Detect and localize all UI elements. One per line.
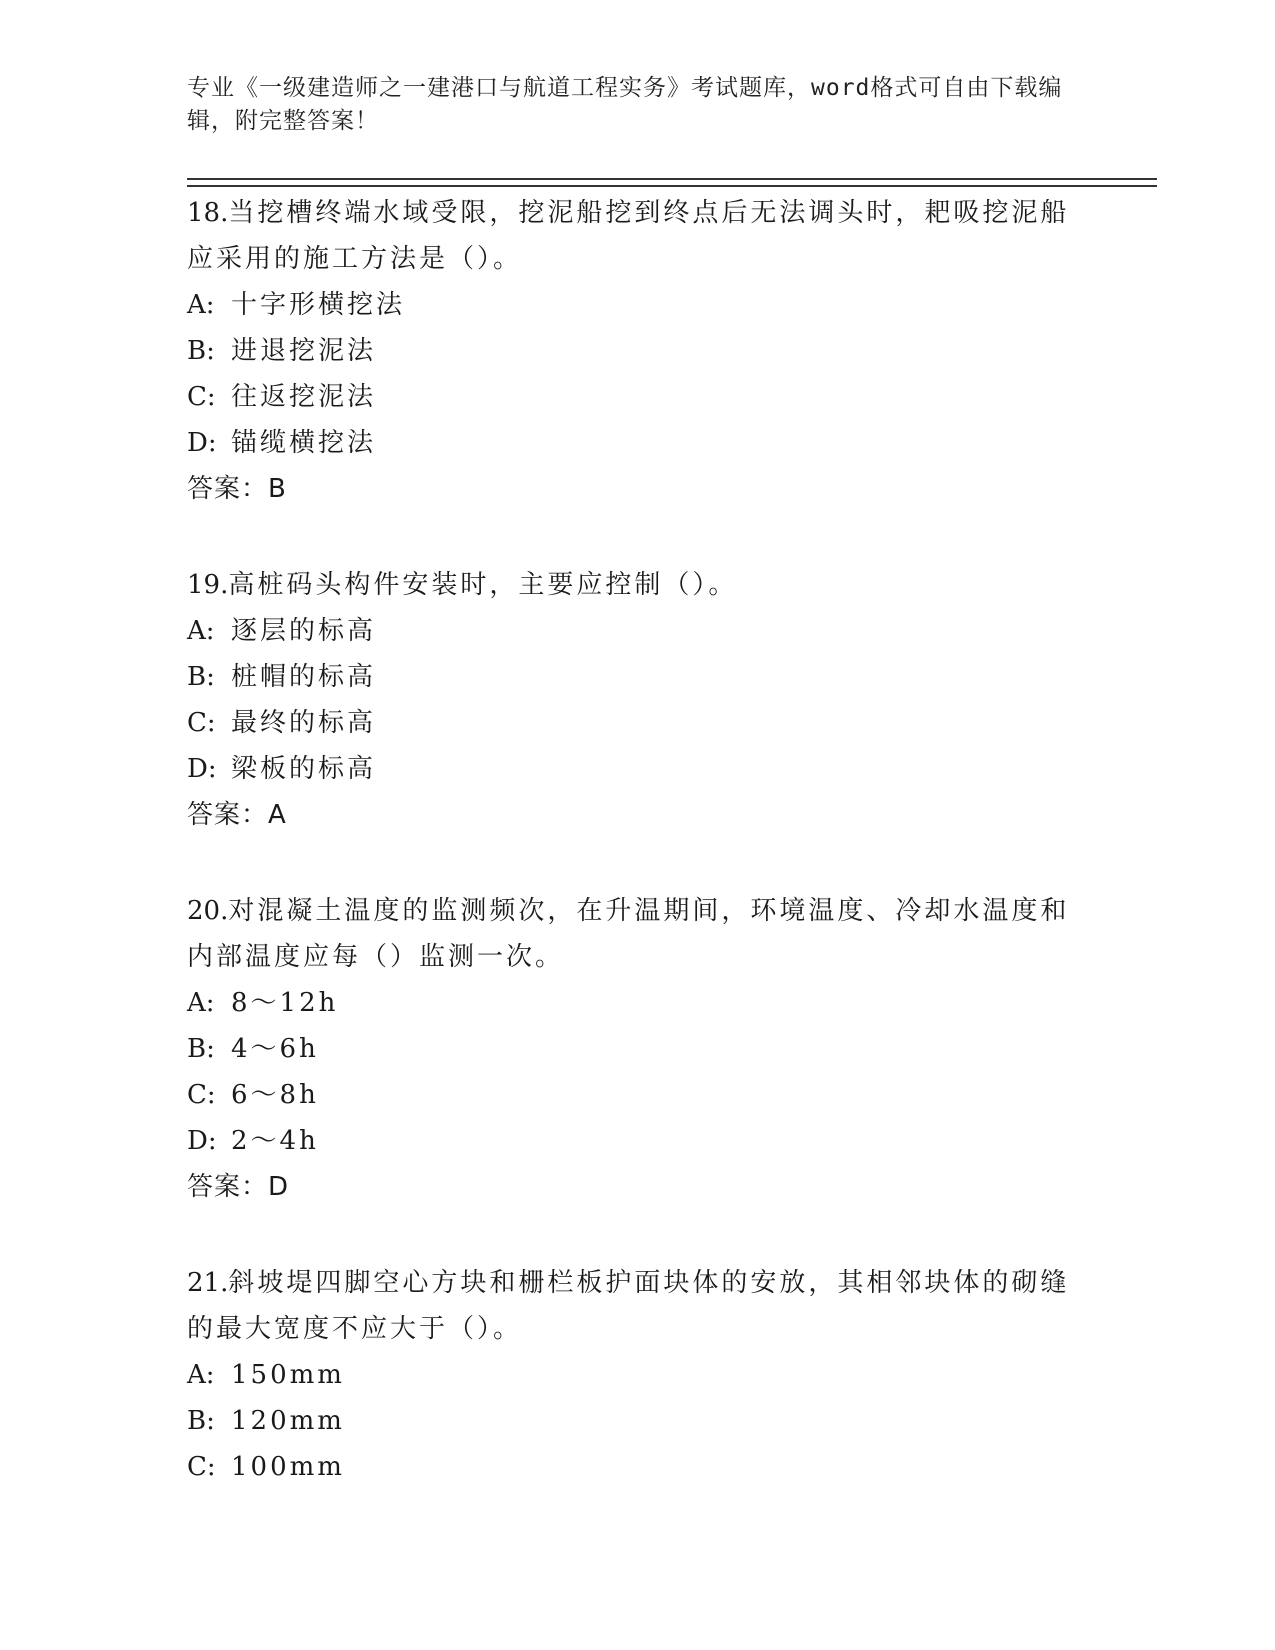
option-key: B: <box>187 1034 215 1064</box>
option-c <box>187 700 1087 746</box>
option-text: 桩帽的标高 <box>231 662 377 692</box>
option-text: 6～8h <box>231 1080 319 1110</box>
option-b <box>187 1026 1087 1072</box>
question-stem <box>187 190 1087 282</box>
option-text: 100mm <box>231 1452 345 1482</box>
header-divider-top <box>187 178 1157 180</box>
option-key: B: <box>187 662 215 692</box>
question-21 <box>187 1260 1087 1490</box>
option-d <box>187 746 1087 792</box>
question-19 <box>187 562 1087 838</box>
option-a <box>187 608 1087 654</box>
question-list <box>187 190 1087 1540</box>
option-text: 8～12h <box>231 988 339 1018</box>
question-number: 19. <box>187 570 229 600</box>
option-key: D: <box>187 428 217 458</box>
option-d <box>187 420 1087 466</box>
option-c <box>187 374 1087 420</box>
document-header: 专业《一级建造师之一建港口与航道工程实务》考试题库，word格式可自由下载编辑，附完整答案！ <box>187 75 1063 134</box>
option-key: D: <box>187 754 217 784</box>
option-b <box>187 328 1087 374</box>
question-text: 高桩码头构件安装时，主要应控制（）。 <box>228 570 738 600</box>
option-key: C: <box>187 382 216 412</box>
option-text: 逐层的标高 <box>231 616 377 646</box>
question-number: 21. <box>187 1268 229 1298</box>
option-key: A: <box>187 988 215 1018</box>
question-text: 对混凝土温度的监测频次，在升温期间，环境温度、冷却水温度和内部温度应每（）监测一次。 <box>187 896 1070 972</box>
option-text: 十字形横挖法 <box>231 290 406 320</box>
option-text: 4～6h <box>231 1034 319 1064</box>
option-text: 120mm <box>231 1406 345 1436</box>
option-d <box>187 1118 1087 1164</box>
answer-line: 答案：B <box>187 474 287 504</box>
option-key: B: <box>187 1406 215 1436</box>
option-text: 进退挖泥法 <box>231 336 377 366</box>
question-18 <box>187 190 1087 512</box>
option-key: B: <box>187 336 215 366</box>
question-text: 当挖槽终端水域受限，挖泥船挖到终点后无法调头时，耙吸挖泥船应采用的施工方法是（）。 <box>187 198 1070 274</box>
option-key: C: <box>187 1080 216 1110</box>
question-stem <box>187 1260 1087 1352</box>
option-text: 最终的标高 <box>231 708 377 738</box>
header-divider-bottom <box>187 185 1157 187</box>
option-key: C: <box>187 1452 216 1482</box>
answer-line: 答案：D <box>187 1172 290 1202</box>
option-text: 150mm <box>231 1360 345 1390</box>
option-key: D: <box>187 1126 217 1156</box>
option-key: C: <box>187 708 216 738</box>
question-text: 斜坡堤四脚空心方块和栅栏板护面块体的安放，其相邻块体的砌缝的最大宽度不应大于（）。 <box>187 1268 1070 1344</box>
answer-line: 答案：A <box>187 800 287 830</box>
option-key: A: <box>187 616 215 646</box>
option-b <box>187 654 1087 700</box>
question-number: 18. <box>187 198 229 228</box>
option-text: 2～4h <box>231 1126 319 1156</box>
option-a <box>187 1352 1087 1398</box>
option-c <box>187 1444 1087 1490</box>
option-text: 锚缆横挖法 <box>231 428 377 458</box>
option-c <box>187 1072 1087 1118</box>
option-a <box>187 282 1087 328</box>
question-20 <box>187 888 1087 1210</box>
option-key: A: <box>187 290 215 320</box>
option-a <box>187 980 1087 1026</box>
option-b <box>187 1398 1087 1444</box>
option-text: 往返挖泥法 <box>231 382 377 412</box>
option-key: A: <box>187 1360 215 1390</box>
option-text: 梁板的标高 <box>231 754 377 784</box>
question-number: 20. <box>187 896 229 926</box>
question-stem <box>187 562 1087 608</box>
question-stem <box>187 888 1087 980</box>
